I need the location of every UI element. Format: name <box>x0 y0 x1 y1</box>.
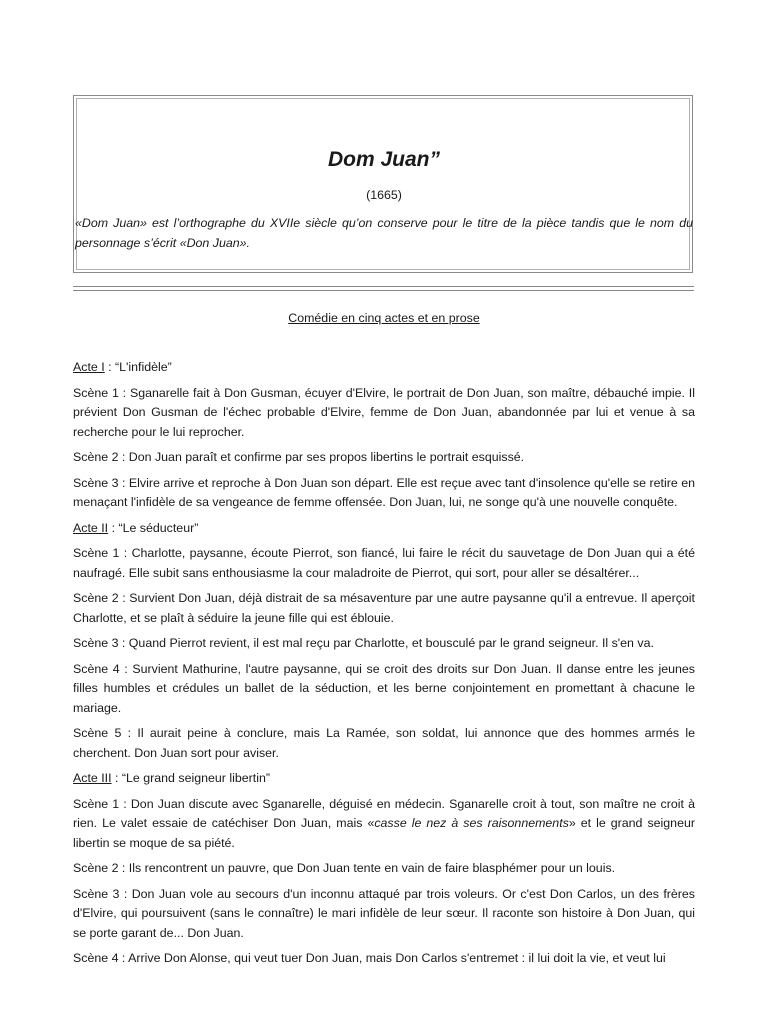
act-title: : “L'infidèle” <box>104 360 172 374</box>
act-name: Acte II <box>73 520 109 535</box>
scene-paragraph: Scène 1 : Charlotte, paysanne, écoute Pierrot, son fiancé, lui faire le récit du sauvetage de Don Juan qui a été naufragé. Elle subit sans enthousiasme la cour maladroite de Pierrot, qui sort, pour aller se désaltérer... <box>73 546 695 580</box>
act-title: : “Le séducteur” <box>108 520 199 535</box>
scene-paragraph <box>73 795 695 854</box>
scene-paragraph: Scène 2 : Survient Don Juan, déjà distrait de sa mésaventure par une autre paysanne qu'il a entrevue. Il aperçoit Charlotte, et se plaît à séduire la jeune fille qui est éblouie. <box>73 591 695 625</box>
scene-text: Scène 1 : Don Juan discute avec Sganarelle, déguisé en médecin. Sganarelle croit à tout, son maître ne croit à rien. Le valet essaie de catéchiser Don Juan, mais « <box>73 796 695 830</box>
act-heading-3 <box>73 769 695 789</box>
scene-paragraph: Scène 3 : Don Juan vole au secours d'un inconnu attaqué par trois voleurs. Or c'est Don Carlos, un des frères d'Elvire, qui poursuivent (sans le connaître) le mari infidèle de leur sœur. Il raconte son histoire à Don Juan, qui se porte garant de... Don Juan. <box>73 886 695 940</box>
act-heading-1 <box>73 358 695 378</box>
scene-text: » et le grand seigneur libertin se moque de sa piété. <box>73 816 695 850</box>
scene-quote: casse le nez à ses raisonnements <box>374 816 569 830</box>
scene-paragraph: Scène 3 : Elvire arrive et reproche à Don Juan son départ. Elle est reçue avec tant d'insolence qu'elle se retire en menaçant l'infidèle de sa vengeance de femme offensée. Don Juan, lui, ne songe qu'à une nouvelle conquête. <box>73 475 695 509</box>
document-title: Dom Juan” <box>327 148 440 171</box>
document-year: (1665) <box>366 188 402 202</box>
scene-paragraph: Scène 2 : Don Juan paraît et confirme par ses propos libertins le portrait esquissé. <box>73 450 525 464</box>
synopsis-content <box>73 358 695 975</box>
scene-paragraph: Scène 5 : Il aurait peine à conclure, mais La Ramée, son soldat, lui annonce que des hommes armés le cherchent. Don Juan sort pour aviser. <box>73 726 695 760</box>
act-name: Acte I <box>73 360 105 374</box>
scene-paragraph: Scène 4 : Arrive Don Alonse, qui veut tuer Don Juan, mais Don Carlos s'entremet : il lui doit la vie, et veut lui <box>73 951 666 965</box>
double-rule-divider <box>73 286 694 291</box>
scene-paragraph: Scène 1 : Sganarelle fait à Don Gusman, écuyer d'Elvire, le portrait de Don Juan, son maître, débauché impie. Il prévient Don Gusman de l'échec probable d'Elvire, femme de Don Juan, abandonnée par lui et venue à sa recherche pour le lui reprocher. <box>73 385 695 439</box>
act-title: : “Le grand seigneur libertin” <box>111 771 270 785</box>
scene-paragraph: Scène 4 : Survient Mathurine, l'autre paysanne, qui se croit des droits sur Don Juan. Il danse entre les jeunes filles humbles et crédules un ballet de la séduction, et les berne conjointement en promettant à chacune le mariage. <box>73 661 695 715</box>
act-heading-2 <box>73 519 695 539</box>
spelling-note: «Dom Juan» est l’orthographe du XVIIe siècle qu’on conserve pour le titre de la pièce tandis que le nom du personnage s’écrit «Don Juan». <box>75 216 693 250</box>
scene-paragraph: Scène 3 : Quand Pierrot revient, il est mal reçu par Charlotte, et bousculé par le grand seigneur. Il s'en va. <box>73 636 654 650</box>
play-subtitle: Comédie en cinq actes et en prose <box>288 311 480 325</box>
act-name: Acte III <box>73 771 112 785</box>
scene-paragraph: Scène 2 : Ils rencontrent un pauvre, que Don Juan tente en vain de faire blasphémer pour un louis. <box>73 861 616 875</box>
